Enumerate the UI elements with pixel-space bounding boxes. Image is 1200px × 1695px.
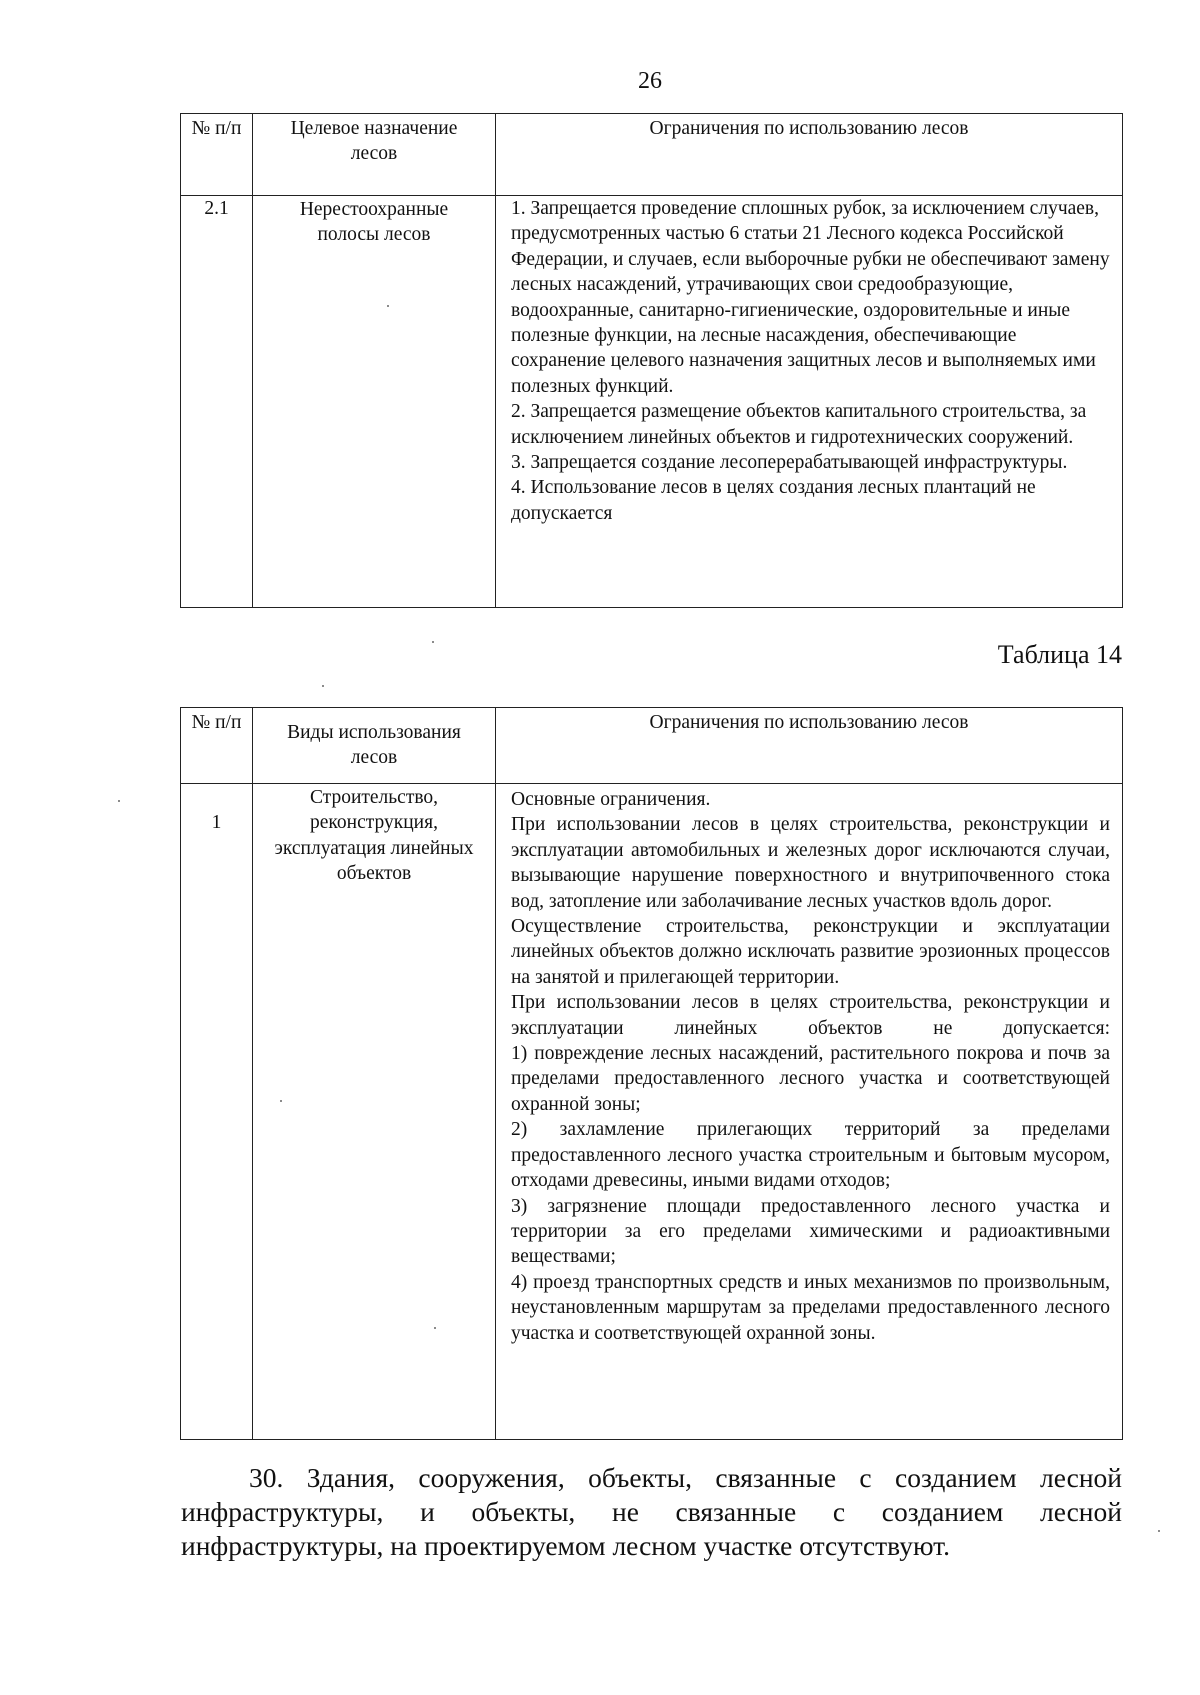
header-num: № п/п bbox=[181, 708, 253, 784]
row-purpose: Нерестоохранные полосы лесов bbox=[253, 196, 496, 608]
header-restrictions: Ограничения по использованию лесов bbox=[496, 114, 1123, 196]
restriction-item: 1. Запрещается проведение сплошных рубок, за исключением случаев, предусмотренных частью 6 статьи 21 Лесного кодекса Российской Федерации, и случаев, если выборочные рубки не обеспечивают замену лесных насаждений, утрачивающих свои средообразующие, водоохранные, санитарно-гигиенические, оздоровительные и иные полезные функции, на лесные насаждения, обеспечивающие сохранение целевого назначения защитных лесов и выполняемых ими полезных функций. bbox=[511, 198, 1110, 397]
table-header-row bbox=[181, 114, 1123, 196]
forest-purpose-table bbox=[180, 113, 1123, 608]
page-number: 26 bbox=[638, 68, 662, 94]
scan-speck bbox=[432, 641, 434, 643]
scan-speck bbox=[118, 800, 120, 802]
row-num: 1 bbox=[181, 784, 253, 1440]
scan-speck bbox=[280, 1100, 282, 1102]
scan-speck bbox=[387, 305, 389, 307]
restriction-paragraph: 2) захламление прилегающих территорий за пределами предоставленного лесного участка строительным и бытовым мусором, отходами древесины, иными видами отходов; bbox=[511, 1119, 1110, 1192]
restriction-item: 4. Использование лесов в целях создания лесных плантаций не допускается bbox=[511, 477, 1036, 524]
table-row bbox=[181, 784, 1123, 1440]
scan-speck bbox=[1158, 1530, 1160, 1532]
table-row bbox=[181, 196, 1123, 608]
header-restrictions: Ограничения по использованию лесов bbox=[496, 708, 1123, 784]
row-restrictions bbox=[496, 784, 1123, 1440]
row-num: 2.1 bbox=[181, 196, 253, 608]
restriction-item: 2. Запрещается размещение объектов капитального строительства, за исключением линейных объектов и гидротехнических сооружений. bbox=[511, 401, 1087, 448]
row-usage: Строительство, реконструкция, эксплуатация линейных объектов bbox=[253, 784, 496, 1440]
restriction-paragraph: Осуществление строительства, реконструкции и эксплуатации линейных объектов должно исключать развитие эрозионных процессов на занятой и прилегающей территории. bbox=[511, 916, 1110, 988]
restriction-paragraph: 4) проезд транспортных средств и иных механизмов по произвольным, неустановленным маршрутам за пределами предоставленного лесного участка и соответствующей охранной зоны. bbox=[511, 1271, 1110, 1344]
closing-paragraph bbox=[181, 1461, 1122, 1563]
scan-speck bbox=[434, 1327, 436, 1329]
header-usage: Виды использования лесов bbox=[253, 708, 496, 784]
header-num: № п/п bbox=[181, 114, 253, 196]
table-header-row bbox=[181, 708, 1123, 784]
restriction-item: 3. Запрещается создание лесоперерабатывающей инфраструктуры. bbox=[511, 452, 1068, 474]
restriction-paragraph: 3) загрязнение площади предоставленного лесного участка и территории за его пределами химическими и радиоактивными веществами; bbox=[511, 1195, 1110, 1268]
closing-paragraph-text: 30. Здания, сооружения, объекты, связанные с созданием лесной инфраструктуры, и объекты, не связанные с созданием лесной инфраструктуры, на проектируемом лесном участке отсутствуют. bbox=[181, 1462, 1122, 1561]
restriction-paragraph: 1) повреждение лесных насаждений, растительного покрова и почв за пределами предоставленного лесного участка и соответствующей охранной зоны; bbox=[511, 1043, 1110, 1115]
row-restrictions bbox=[496, 196, 1123, 608]
header-purpose: Целевое назначение лесов bbox=[253, 114, 496, 196]
restriction-paragraph: Основные ограничения. bbox=[511, 789, 711, 810]
forest-usage-table bbox=[180, 707, 1123, 1440]
scan-speck bbox=[322, 685, 324, 687]
restriction-paragraph: При использовании лесов в целях строительства, реконструкции и эксплуатации линейных объектов не допускается: bbox=[511, 992, 1110, 1039]
restriction-paragraph: При использовании лесов в целях строительства, реконструкции и эксплуатации автомобильных и железных дорог исключаются случаи, вызывающие нарушение поверхностного и внутрипочвенного стока вод, затопление или заболачивание лесных участков вдоль дорог. bbox=[511, 814, 1110, 912]
table-caption: Таблица 14 bbox=[997, 640, 1122, 669]
